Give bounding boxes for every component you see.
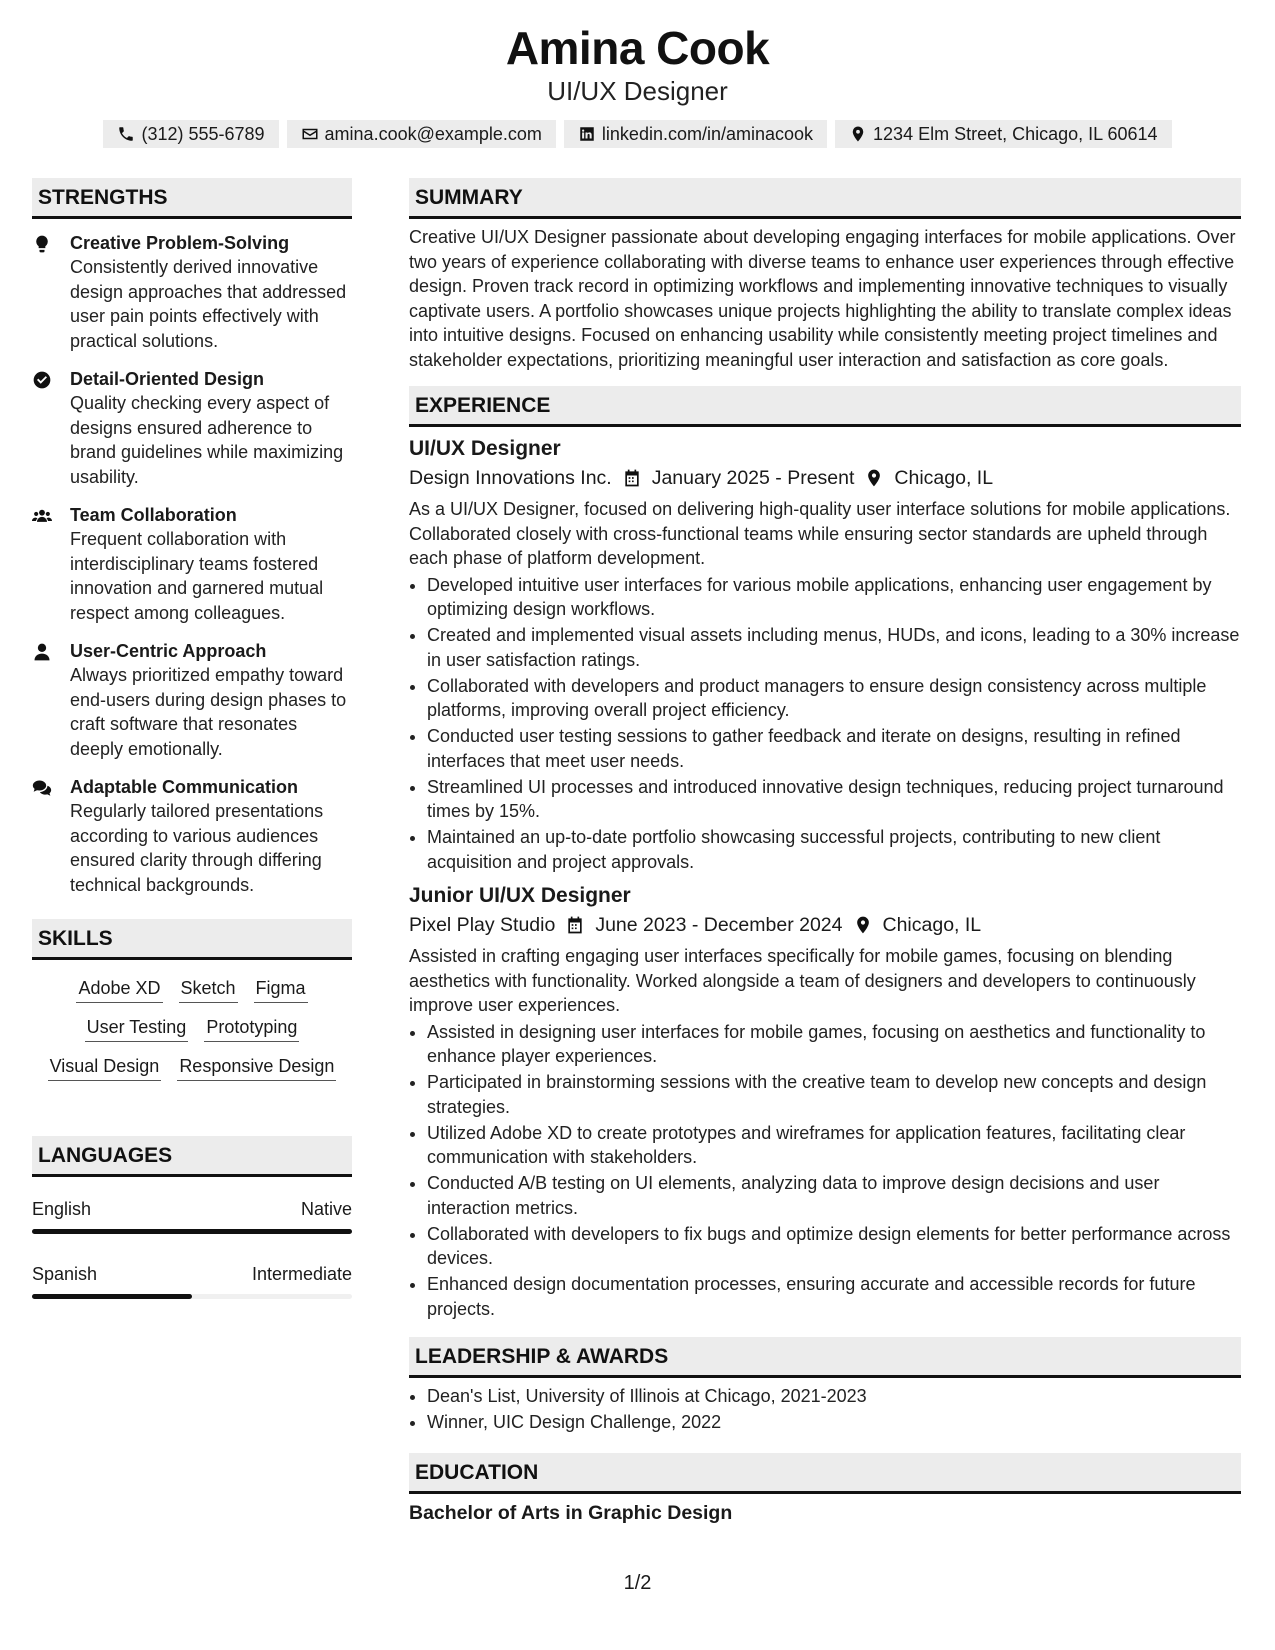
job-bullet: • Conducted user testing sessions to gather feedback and iterate on designs, resulting in refined interfaces that meet user needs. [427, 724, 1241, 773]
summary-heading: SUMMARY [409, 178, 1241, 219]
location-pin-icon [864, 468, 884, 488]
page-indicator: 1/2 [623, 1572, 652, 1594]
strength-item [32, 231, 352, 353]
job-entry [409, 882, 1241, 1321]
job-description: As a UI/UX Designer, focused on delivering high-quality user interface solutions for mobile applications. Collaborated closely with cross-functional teams while ensuring sector standards are upheld through each phase of platform development. [409, 499, 1231, 568]
job-description: Assisted in crafting engaging user interfaces specifically for mobile games, focusing on blending aesthetics with functionality. Worked alongside a team of designers and developers to continuously improve user experiences. [409, 946, 1196, 1015]
job-meta [409, 910, 1241, 940]
candidate-role: UI/UX Designer [547, 76, 728, 106]
job-bullet: • Enhanced design documentation processes, ensuring accurate and accessible records for future projects. [427, 1272, 1241, 1321]
resume-header [0, 0, 1275, 148]
check-circle-icon [32, 370, 52, 390]
skill-tag: Sketch [179, 976, 238, 1003]
awards-heading: LEADERSHIP & AWARDS [409, 1337, 1241, 1378]
phone-icon [117, 125, 135, 143]
job-location: Chicago, IL [894, 467, 994, 489]
job-bullet: • Created and implemented visual assets including menus, HUDs, and icons, leading to a 30% increase in user satisfaction ratings. [427, 623, 1241, 672]
proficiency-bar [32, 1229, 352, 1234]
candidate-name: Amina Cook [505, 22, 770, 74]
linkedin-icon [578, 125, 596, 143]
job-company: Pixel Play Studio [409, 914, 556, 936]
strength-title: Team Collaboration [70, 505, 237, 525]
job-meta [409, 463, 1241, 493]
job-title: UI/UX Designer [409, 437, 561, 460]
experience-heading: EXPERIENCE [409, 386, 1241, 427]
job-dates: January 2025 - Present [651, 467, 855, 489]
address-text: 1234 Elm Street, Chicago, IL 60614 [873, 124, 1158, 144]
strengths-heading: STRENGTHS [32, 178, 352, 219]
strength-title: Creative Problem-Solving [70, 233, 290, 253]
contact-bar [0, 120, 1275, 148]
job-bullets [409, 1020, 1241, 1322]
skills-list [32, 976, 352, 1106]
left-column [32, 178, 352, 1327]
languages-list [32, 1197, 352, 1299]
skills-heading: SKILLS [32, 919, 352, 960]
job-company: Design Innovations Inc. [409, 467, 612, 489]
language-item [32, 1262, 352, 1299]
strength-item [32, 639, 352, 761]
job-bullet: • Utilized Adobe XD to create prototypes and wireframes for application features, facilitating clear communication with stakeholders. [427, 1121, 1241, 1170]
users-icon [32, 506, 52, 526]
job-bullet: • Developed intuitive user interfaces for various mobile applications, enhancing user engagement by optimizing design workflows. [427, 573, 1241, 622]
job-location: Chicago, IL [882, 914, 982, 936]
right-column [409, 178, 1241, 1525]
skill-tag: Figma [254, 976, 308, 1003]
language-item [32, 1197, 352, 1234]
location-pin-icon [853, 915, 873, 935]
job-bullet: • Collaborated with developers to fix bugs and optimize design elements for better performance across devices. [427, 1222, 1241, 1271]
language-level: Native [300, 1199, 352, 1219]
contact-address [835, 120, 1172, 148]
award-item: • Dean's List, University of Illinois at Chicago, 2021-2023 [427, 1384, 1241, 1409]
comments-icon [32, 778, 52, 798]
strength-title: Detail-Oriented Design [70, 369, 265, 389]
strength-desc: Regularly tailored presentations according to various audiences ensured clarity through differing technical backgrounds. [70, 801, 324, 895]
summary-text: Creative UI/UX Designer passionate about developing engaging interfaces for mobile applications. Over two years of experience collaborating with diverse teams to enhance user experiences through effective design. Proven track record in optimizing workflows and implementing innovative techniques to visually captivate users. A portfolio showcases unique projects highlighting the ability to translate complex ideas into intuitive designs. Focused on enhancing usability while consistently meeting project timelines and stakeholder expectations, prioritizing meaningful user interaction and satisfaction as core goals. [409, 227, 1236, 370]
job-bullet: • Assisted in designing user interfaces for mobile games, focusing on aesthetics and functionality to enhance player experiences. [427, 1020, 1241, 1069]
job-bullet: • Collaborated with developers and product managers to ensure design consistency across multiple platforms, improving overall project efficiency. [427, 674, 1241, 723]
strengths-list [32, 231, 352, 897]
job-bullet: • Participated in brainstorming sessions with the creative team to develop new concepts and design strategies. [427, 1070, 1241, 1119]
job-dates: June 2023 - December 2024 [595, 914, 843, 936]
strength-title: User-Centric Approach [70, 641, 267, 661]
award-item: • Winner, UIC Design Challenge, 2022 [427, 1410, 1241, 1435]
education-heading: EDUCATION [409, 1453, 1241, 1494]
skill-tag: User Testing [85, 1015, 189, 1042]
awards-list [409, 1384, 1241, 1435]
phone-text: (312) 555-6789 [141, 124, 265, 144]
lightbulb-icon [32, 234, 52, 254]
job-bullet: • Streamlined UI processes and introduced innovative design techniques, reducing project turnaround times by 15%. [427, 775, 1241, 824]
strength-item [32, 367, 352, 489]
skill-tag: Responsive Design [177, 1054, 336, 1081]
strength-desc: Always prioritized empathy toward end-users during design phases to craft software that resonates deeply emotionally. [70, 665, 347, 759]
user-icon [32, 642, 52, 662]
strength-item [32, 503, 352, 625]
skill-tag: Visual Design [48, 1054, 162, 1081]
skill-tag: Prototyping [204, 1015, 299, 1042]
job-bullets [409, 573, 1241, 875]
strength-item [32, 775, 352, 897]
skill-tag: Adobe XD [76, 976, 162, 1003]
calendar-icon [622, 468, 642, 488]
strength-desc: Quality checking every aspect of designs ensured adherence to brand guidelines while maximizing usability. [70, 393, 344, 487]
job-title: Junior UI/UX Designer [409, 884, 631, 907]
calendar-icon [565, 915, 585, 935]
job-bullet: • Conducted A/B testing on UI elements, analyzing data to improve design decisions and user interaction metrics. [427, 1171, 1241, 1220]
strength-desc: Frequent collaboration with interdisciplinary teams fostered innovation and garnered mutual respect among colleagues. [70, 529, 324, 623]
proficiency-bar [32, 1294, 352, 1299]
strength-desc: Consistently derived innovative design approaches that addressed user pain points effectively with practical solutions. [70, 257, 347, 351]
education-degree: Bachelor of Arts in Graphic Design [409, 1501, 733, 1524]
email-text: amina.cook@example.com [324, 124, 542, 144]
proficiency-bar-fill [32, 1229, 352, 1234]
languages-heading: LANGUAGES [32, 1136, 352, 1177]
contact-phone [103, 120, 278, 148]
job-bullet: • Maintained an up-to-date portfolio showcasing successful projects, contributing to new client acquisition and project approvals. [427, 825, 1241, 874]
envelope-icon [301, 125, 319, 143]
strength-title: Adaptable Communication [70, 777, 299, 797]
language-level: Intermediate [251, 1264, 352, 1284]
proficiency-bar-fill [32, 1294, 192, 1299]
language-name: English [32, 1199, 92, 1219]
contact-linkedin[interactable] [564, 120, 827, 148]
contact-email[interactable] [287, 120, 556, 148]
language-name: Spanish [32, 1264, 98, 1284]
location-pin-icon [849, 125, 867, 143]
job-entry [409, 435, 1241, 874]
linkedin-text: linkedin.com/in/aminacook [601, 124, 814, 144]
